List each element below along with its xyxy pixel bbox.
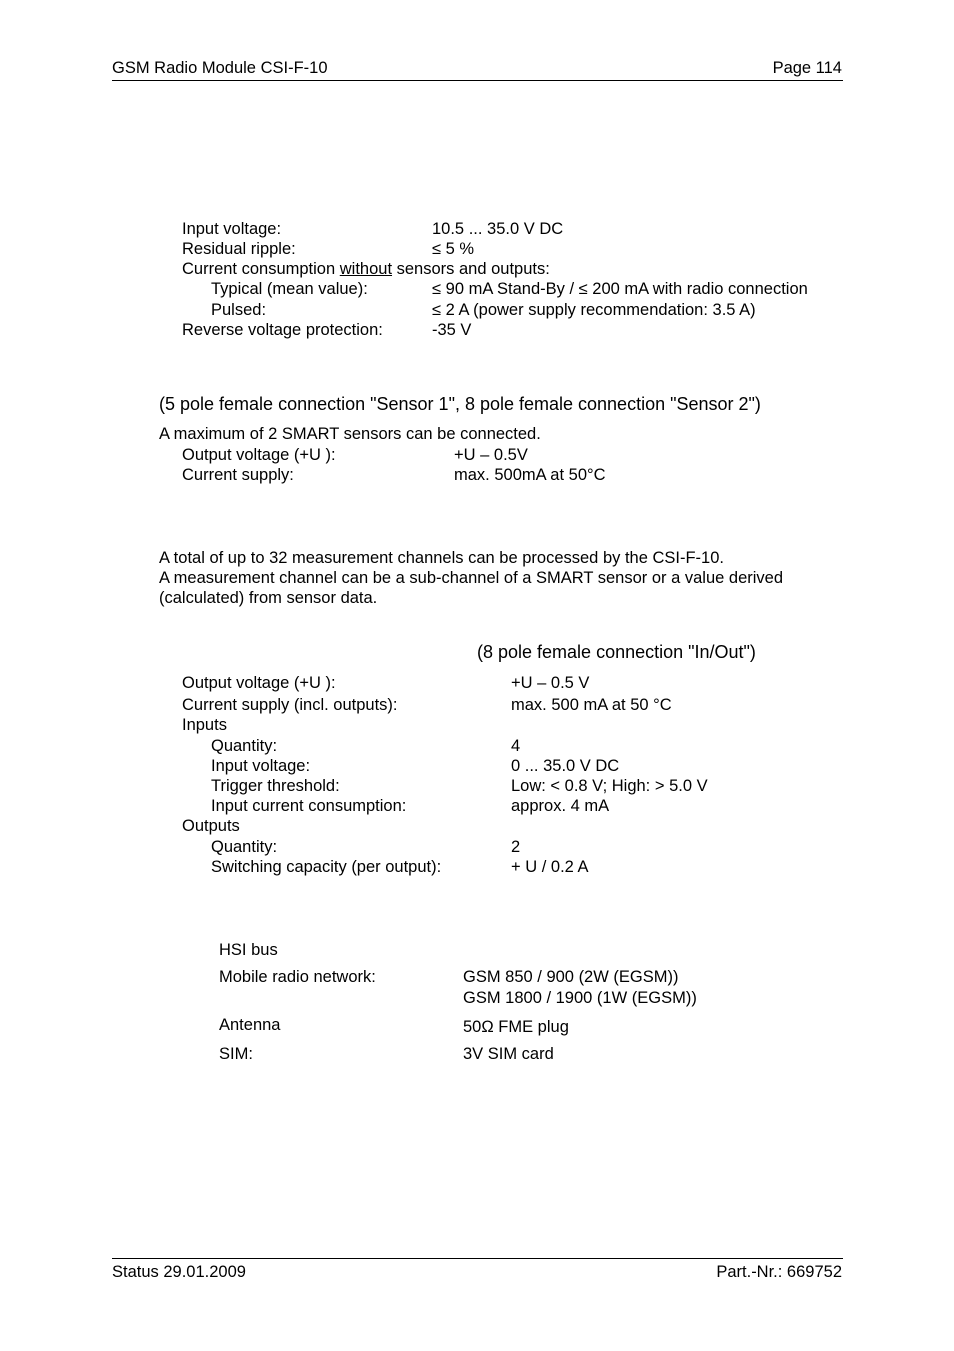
outputs-quantity-value: 2: [511, 838, 521, 856]
sim-label: SIM:: [219, 1045, 253, 1063]
sensor-current-label: Current supply:: [182, 466, 294, 484]
sensor-current-value: max. 500mA at 50°C: [454, 466, 606, 484]
sensor-output-label: Output voltage (+U ):: [182, 446, 336, 464]
inout-output-value: +U – 0.5 V: [511, 674, 590, 692]
network-value-2: GSM 1800 / 1900 (1W (EGSM)): [463, 989, 697, 1007]
current-consumption-heading: [182, 259, 550, 279]
ripple-label: Residual ripple:: [182, 240, 296, 258]
footer-rule: [112, 1258, 843, 1259]
input-current-label: Input current consumption:: [211, 797, 407, 815]
reverse-voltage-label: Reverse voltage protection:: [182, 321, 383, 339]
pulsed-value: ≤ 2 A (power supply recommendation: 3.5 A): [432, 301, 756, 319]
inputs-heading: Inputs: [182, 716, 227, 734]
consumption-underlined: without: [339, 260, 393, 278]
trigger-threshold-label: Trigger threshold:: [211, 777, 340, 795]
inputs-quantity-label: Quantity:: [211, 737, 278, 755]
typical-value: ≤ 90 mA Stand-By / ≤ 200 mA with radio connection: [432, 280, 808, 298]
inputs-voltage-value: 0 ... 35.0 V DC: [511, 757, 620, 775]
input-voltage-label: Input voltage:: [182, 220, 282, 238]
channels-line-2: A measurement channel can be a sub-channel of a SMART sensor or a value derived: [159, 569, 784, 587]
channels-line-3: (calculated) from sensor data.: [159, 589, 378, 607]
typical-label: Typical (mean value):: [211, 280, 368, 298]
network-value-1: GSM 850 / 900 (2W (EGSM)): [463, 968, 679, 986]
channels-line-1: A total of up to 32 measurement channels can be processed by the CSI-F-10.: [159, 549, 724, 567]
input-current-value: approx. 4 mA: [511, 797, 610, 815]
header-rule: [112, 80, 843, 81]
network-label: Mobile radio network:: [219, 968, 376, 986]
consumption-pre: Current consumption: [182, 260, 340, 278]
sim-value: 3V SIM card: [463, 1045, 554, 1063]
inout-supply-label: Current supply (incl. outputs):: [182, 696, 398, 714]
inputs-quantity-value: 4: [511, 737, 521, 755]
header-title: GSM Radio Module CSI-F-10: [112, 59, 328, 77]
page-number: Page 114: [772, 59, 842, 77]
outputs-quantity-label: Quantity:: [211, 838, 278, 856]
trigger-threshold-value: Low: < 0.8 V; High: > 5.0 V: [511, 777, 708, 795]
switching-capacity-label: Switching capacity (per output):: [211, 858, 442, 876]
ripple-value: ≤ 5 %: [432, 240, 475, 258]
reverse-voltage-value: -35 V: [432, 321, 472, 339]
switching-capacity-value: + U / 0.2 A: [511, 858, 589, 876]
inout-output-label: Output voltage (+U ):: [182, 674, 336, 692]
consumption-post: sensors and outputs:: [392, 260, 550, 278]
inputs-voltage-label: Input voltage:: [211, 757, 311, 775]
sensor-output-value: +U – 0.5V: [454, 446, 528, 464]
antenna-value: 50Ω FME plug: [463, 1018, 569, 1036]
outputs-heading: Outputs: [182, 817, 240, 835]
input-voltage-value: 10.5 ... 35.0 V DC: [432, 220, 564, 238]
sensor-heading: (5 pole female connection "Sensor 1", 8 pole female connection "Sensor 2"): [159, 394, 761, 414]
footer-part-number: Part.-Nr.: 669752: [716, 1263, 842, 1281]
sensor-intro: A maximum of 2 SMART sensors can be connected.: [159, 425, 541, 443]
hsi-bus: HSI bus: [219, 941, 278, 959]
footer-status: Status 29.01.2009: [112, 1263, 246, 1281]
inout-heading: (8 pole female connection "In/Out"): [477, 642, 756, 662]
antenna-label: Antenna: [219, 1016, 281, 1034]
inout-supply-value: max. 500 mA at 50 °C: [511, 696, 672, 714]
pulsed-label: Pulsed:: [211, 301, 267, 319]
